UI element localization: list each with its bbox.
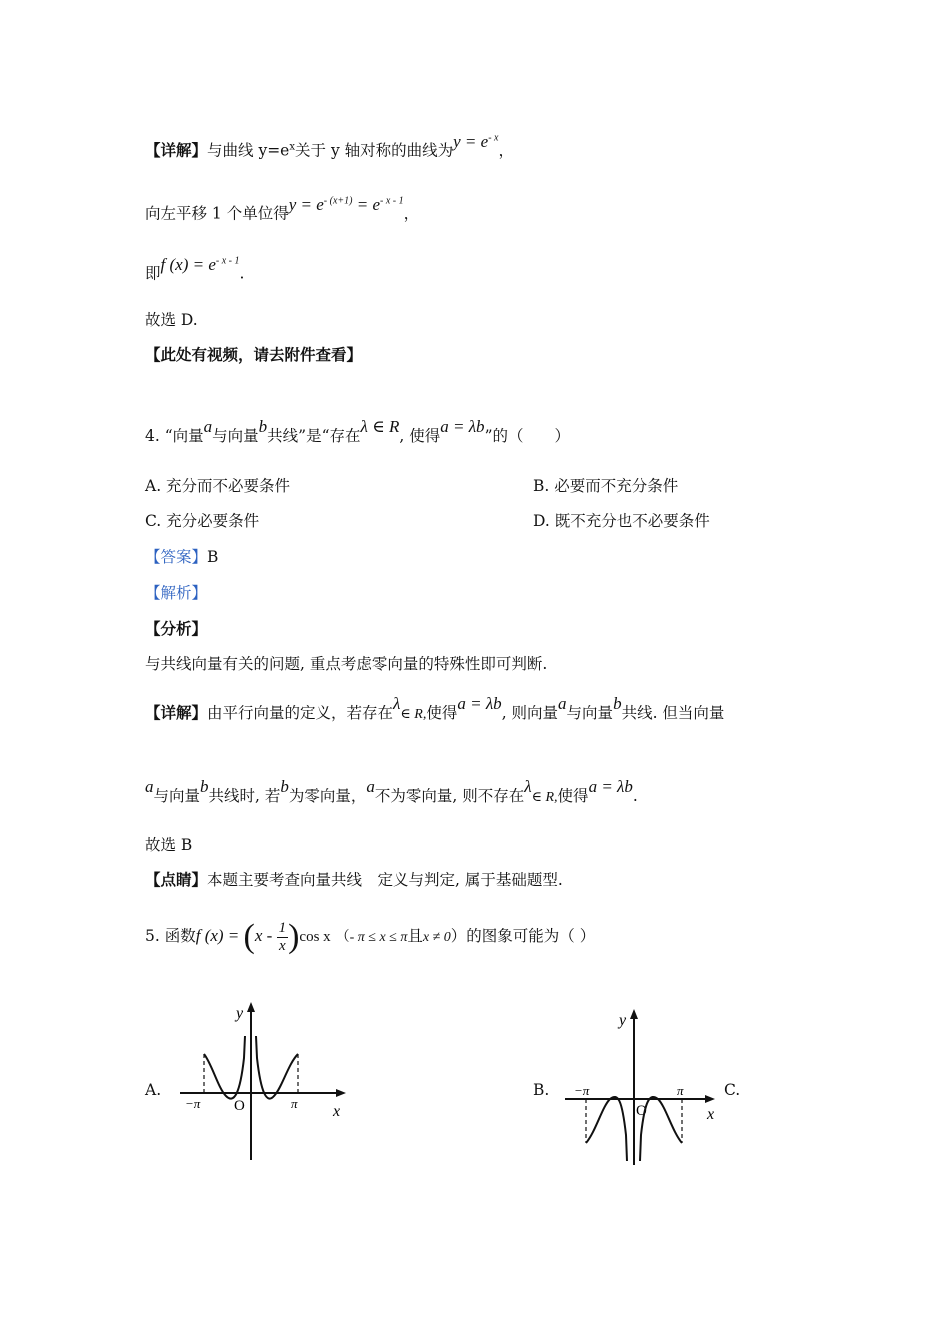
answer-tag: 【答案】	[145, 548, 208, 566]
q4-stem: 4. “向量a与向量b共线”是“存在λ ∈ R, 使得a = λb”的（ ）	[145, 417, 570, 445]
neg-pi-label: −π	[185, 1096, 201, 1111]
detail-text-b: 关于 y 轴对称的曲线为	[295, 141, 454, 160]
answer-value: B	[207, 548, 219, 566]
q4-comment: 【点睛】本题主要考查向量共线 定义与判定, 属于基础题型.	[145, 870, 563, 889]
q4-detail-line-2: a与向量b共线时, 若b为零向量，a不为零向量, 则不存在λ∈ R,使得a = λb.	[145, 777, 638, 805]
symmetric-curve-formula: $y = e^{- x}$	[453, 131, 499, 151]
exp-x-sup: x	[289, 141, 296, 153]
pi-label: π	[291, 1096, 298, 1111]
shift-line	[145, 194, 420, 225]
comma: ，	[403, 204, 420, 223]
period: .	[239, 264, 245, 283]
q4-option-d: D. 既不充分也不必要条件	[533, 512, 710, 530]
q4-analysis: 与共线向量有关的问题, 重点考虑零向量的特殊性即可判断.	[145, 655, 548, 673]
q5-label-c: C.	[724, 1081, 741, 1099]
result-formula: f $(x) = e^{- x - 1}$	[160, 254, 240, 274]
detail-tag: 【详解】	[145, 140, 208, 160]
graph-b	[560, 1003, 730, 1173]
choose-d: 故选 D.	[145, 311, 198, 329]
fenxi-tag: 【分析】	[145, 619, 208, 638]
pi-label: π	[677, 1083, 684, 1098]
q4-option-b: B. 必要而不充分条件	[533, 477, 679, 495]
shift-formula: $y = e^{- (x+1)} = e^{- x - 1}$	[288, 194, 404, 214]
jiexi-tag: 【解析】	[145, 584, 208, 602]
q5-function: f (x) = (x - $\frac{1}{x}$ )	[195, 918, 300, 956]
result-text: 即	[145, 264, 161, 283]
graph-a	[170, 998, 370, 1168]
q4-option-c: C. 充分必要条件	[145, 512, 260, 530]
q4-choose: 故选 B	[145, 836, 193, 854]
q4-option-a: A. 充分而不必要条件	[145, 477, 291, 495]
q5-label-b: B.	[533, 1081, 550, 1099]
detail-text-a: 与曲线 y=e	[207, 141, 290, 160]
x-axis-label: x	[333, 1103, 341, 1120]
result-line	[145, 254, 245, 285]
y-axis-label: y	[236, 1005, 244, 1022]
q4-answer	[145, 546, 218, 568]
q4-detail-line-1: 【详解】由平行向量的定义，若存在λ∈ R,使得a = λb, 则向量a与向量b共线. 但当向量	[145, 694, 725, 722]
y-axis-label: y	[619, 1012, 627, 1029]
neg-pi-label: −π	[574, 1083, 590, 1098]
detail-line-1	[145, 131, 514, 162]
a-eq-lambda-b: a = λb	[440, 417, 485, 436]
vector-a: a	[203, 417, 213, 436]
x-axis-label: x	[707, 1106, 715, 1123]
q5-stem: 5. 函数f (x) = (x - $\frac{1}{x}$ )cos x （- π ≤ x ≤ π且x ≠ 0）的图象可能为（ ）	[145, 918, 596, 956]
video-note: 【此处有视频，请去附件查看】	[145, 345, 363, 364]
origin-label: O	[234, 1098, 245, 1114]
origin-label: O	[636, 1103, 647, 1119]
shift-text: 向左平移 1 个单位得	[145, 204, 289, 223]
comma: ，	[498, 141, 514, 160]
q5-label-a: A.	[145, 1081, 162, 1099]
lambda-in-r: λ ∈ R	[360, 417, 400, 436]
vector-b: b	[258, 417, 268, 436]
